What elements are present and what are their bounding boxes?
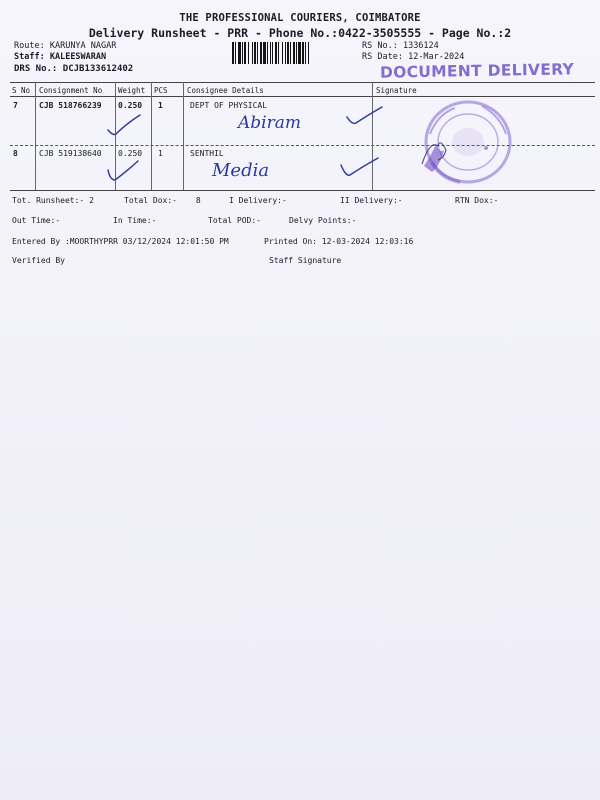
row-weight: 0.250 <box>118 149 143 158</box>
check-mark-icon <box>338 155 380 183</box>
check-mark-icon <box>104 158 144 186</box>
row-weight: 0.250 <box>118 101 143 110</box>
staff-signature: Staff Signature <box>269 256 342 265</box>
drs-line <box>14 64 133 74</box>
runsheet-subtitle: Delivery Runsheet - PRR - Phone No.:0422-3505555 - Page No.:2 <box>88 26 512 40</box>
table-top-rule <box>10 82 595 83</box>
rs-date-label: RS Date: <box>362 52 403 62</box>
row-sno: 8 <box>13 149 18 158</box>
header-pcs: PCS <box>154 86 168 95</box>
col-divider <box>183 82 184 190</box>
check-mark-icon <box>344 105 384 131</box>
total-pod: Total POD:- <box>208 216 261 225</box>
staff-line <box>14 52 106 62</box>
route-label: Route: <box>14 41 45 51</box>
rtn-dox: RTN Dox:- <box>455 196 499 205</box>
row-consignment: CJB 518766239 <box>39 101 102 110</box>
verified-by: Verified By <box>12 256 65 265</box>
document-delivery-stamp: DOCUMENT DELIVERY <box>379 60 575 82</box>
ii-delivery: II Delivery:- <box>340 196 403 205</box>
header-sno: S No <box>12 86 31 95</box>
header-consignment: Consignment No <box>39 86 103 95</box>
row-pcs: 1 <box>158 149 163 158</box>
col-divider <box>151 82 152 190</box>
total-dox-value: 8 <box>195 196 201 205</box>
rs-no-label: RS No.: <box>362 41 398 51</box>
row-consignee: DEPT OF PHYSICAL <box>190 101 268 110</box>
drs-value: DCJB133612402 <box>62 64 134 74</box>
row-consignment: CJB 519138640 <box>39 149 102 158</box>
route-value: KARUNYA NAGAR <box>49 41 117 51</box>
check-mark-icon <box>104 112 144 140</box>
round-seal-stamp <box>410 94 520 194</box>
total-runsheet-label: Tot. Runsheet:- <box>12 196 85 205</box>
rs-date-line <box>362 52 464 62</box>
route-line <box>14 41 116 51</box>
staff-value: KALEESWARAN <box>49 52 107 62</box>
i-delivery: I Delivery:- <box>229 196 287 205</box>
rs-no-value: 1336124 <box>402 41 439 51</box>
row-sno: 7 <box>13 101 18 110</box>
entered-by: Entered By :MOORTHYPRR 03/12/2024 12:01:50 PM <box>12 237 229 246</box>
total-runsheet-value: 2 <box>89 196 94 205</box>
rs-date-value: 12-Mar-2024 <box>408 52 465 62</box>
header-weight: Weight <box>118 86 146 95</box>
barcode <box>232 42 354 64</box>
out-time: Out Time:- <box>12 216 61 225</box>
total-dox-label: Total Dox:- <box>124 196 177 205</box>
delvy-points: Delvy Points:- <box>289 216 357 225</box>
total-dox <box>124 196 201 205</box>
staff-label: Staff: <box>14 52 45 62</box>
header-signature: Signature <box>376 86 417 95</box>
rs-no-line <box>362 41 439 51</box>
drs-label: DRS No.: <box>14 64 58 74</box>
printed-on: Printed On: 12-03-2024 12:03:16 <box>264 237 414 246</box>
company-title: THE PROFESSIONAL COURIERS, COIMBATORE <box>179 12 421 24</box>
total-runsheet <box>12 196 94 205</box>
header-consignee: Consignee Details <box>187 86 264 95</box>
in-time: In Time:- <box>113 216 157 225</box>
col-divider <box>35 82 36 190</box>
row-pcs: 1 <box>158 101 163 110</box>
handwritten-receiver: Abiram <box>238 113 301 133</box>
row-consignee: SENTHIL <box>190 149 224 158</box>
handwritten-receiver: Media <box>212 160 270 181</box>
